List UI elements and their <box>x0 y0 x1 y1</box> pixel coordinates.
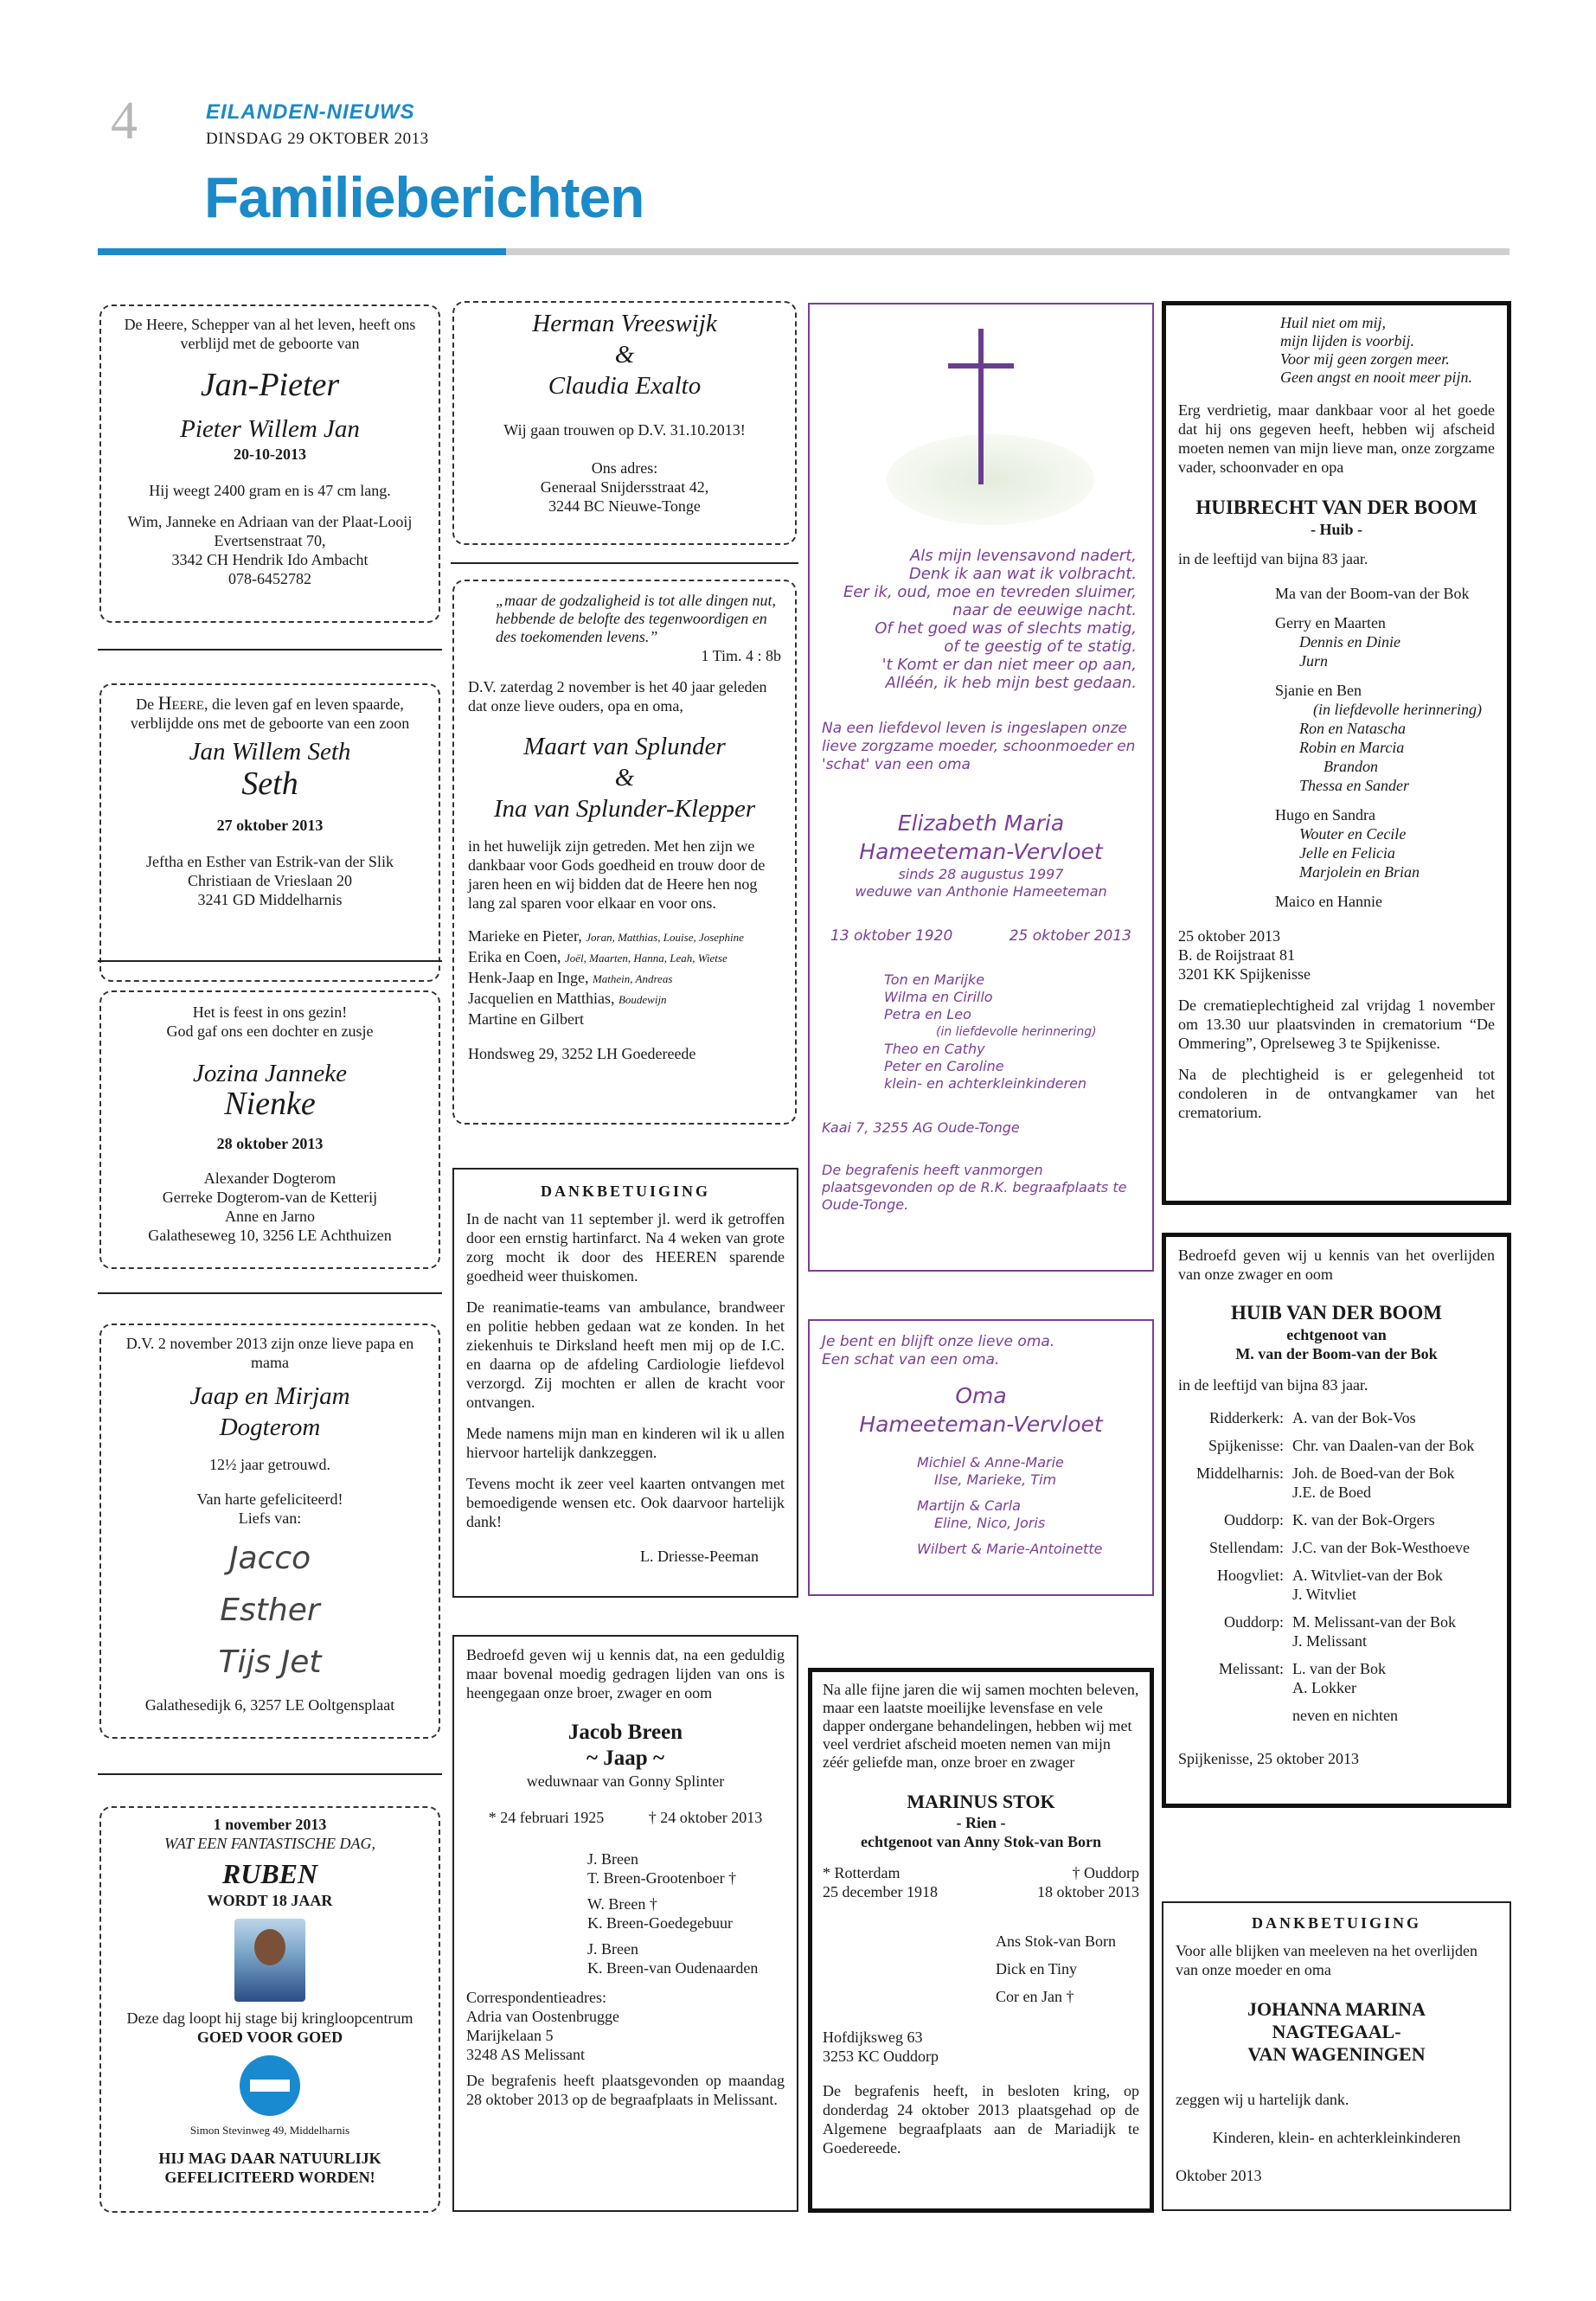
birth-date: 28 oktober 2013 <box>216 1135 324 1152</box>
cremation-note: De crematieplechtigheid zal vrijdag 1 november om 13.30 uur plaatsvinden in crematorium “De Ommering”, Oprelseweg 3 te Spijkenisse. <box>1178 997 1495 1052</box>
poem: Als mijn levensavond nadert, Denk ik aan wat ik volbracht. Eer ik, oud, moe en tevreden sluimer, naar de eeuwige nacht. Of het goed was of slechts matig, of te geestig of te statig. 't Komt er dan niet meer op aan, Alléén, ik heb mijn best gedaan. <box>843 547 1137 692</box>
page-number: 4 <box>111 92 138 151</box>
deceased-name: HUIB VAN DER BOOM <box>1231 1302 1442 1324</box>
age: WORDT 18 JAAR <box>207 1892 333 1909</box>
address: Hofdijksweg 63 3253 KC Ouddorp <box>823 2029 939 2065</box>
child-name: Seth <box>241 766 298 802</box>
ampersand: & <box>614 341 635 369</box>
family-table <box>1178 1408 1495 1725</box>
death-intro: Na een liefdevol leven is ingeslapen onze lieve zorgzame moeder, schoonmoeder en 'schat' van een oma <box>822 720 1136 773</box>
divider <box>98 1292 442 1294</box>
family-row: neven en nichten <box>1292 1707 1398 1724</box>
ad-jaap-mirjam <box>99 1324 440 1739</box>
death-place: † Ouddorp <box>1072 1864 1139 1881</box>
family-list: Ton en Marijke Wilma en Cirillo Petra en Leo (in liefdevolle herinnering) Theo en Cathy Peter en Caroline klein- en achterkleinkinderen <box>884 971 1097 1092</box>
signature-jacco: Jacco <box>228 1541 311 1576</box>
cross-and-flowers-image <box>822 313 1140 547</box>
divider <box>98 649 442 651</box>
family-row: Stellendam: J.C. van der Bok-Westhoeve <box>1209 1539 1471 1556</box>
birth-intro: De Heere, die leven gaf en leven spaarde, verblijdde ons met de geboorte van een zoon <box>130 692 410 732</box>
family-row: Ouddorp: K. van der Bok-Orgers <box>1224 1511 1435 1529</box>
signature-esther: Esther <box>220 1593 320 1628</box>
deceased-name-2: NAGTEGAAL- <box>1272 2021 1401 2042</box>
family: Kinderen, klein- en achterkleinkinderen <box>1212 2129 1461 2146</box>
notice-title: DANKBETUIGING <box>1251 1914 1422 1932</box>
oma-title: Oma <box>955 1383 1007 1408</box>
death-intro: Erg verdrietig, maar dankbaar voor al het goede dat hij ons gegeven heeft, hebben wij afscheid moeten nemen van mijn lieve man, onze zorgzame vader, schoonvader en opa <box>1178 401 1495 476</box>
address: Kaai 7, 3255 AG Oude-Tonge <box>822 1119 1020 1136</box>
anniversary-text: in het huwelijk zijn getreden. Met hen zijn we dankbaar voor Gods goedheid en trouw door de jaren heen en wij bidden dat de Heere hen nog lang zal sparen voor elkaar en voor ons. <box>468 837 766 912</box>
thanks-p1: In de nacht van 11 september jl. werd ik getroffen door een ernstig hartinfarct. Na 4 weken van grote zorg mocht ik door des HEEREN sparende goedheid weer thuiskomen. <box>466 1210 785 1285</box>
notice-title: DANKBETUIGING <box>540 1183 711 1200</box>
ad-wedding <box>452 301 797 545</box>
family-row: A. Lokker <box>1292 1679 1356 1696</box>
widow-since: sinds 28 augustus 1997 <box>898 866 1064 882</box>
spouse-of-label: echtgenoot van <box>1286 1326 1387 1343</box>
deceased-name: Jacob Breen <box>567 1721 683 1744</box>
parents: Wim, Janneke en Adriaan van der Plaat-Looij <box>127 513 413 530</box>
place-date: Spijkenisse, 25 oktober 2013 <box>1178 1750 1359 1767</box>
siblings: Anne en Jarno <box>225 1208 315 1225</box>
family-row: J. Witvliet <box>1292 1586 1356 1603</box>
divider <box>98 1773 442 1775</box>
death-date: 25 oktober 2013 <box>1009 927 1131 945</box>
family-row: Spijkenisse: Chr. van Daalen-van der Bok <box>1208 1437 1475 1454</box>
phone: 078-6452782 <box>228 570 311 587</box>
congratulation: Van harte gefeliciteerd! <box>196 1490 343 1508</box>
thanks-p2: De reanimatie-teams van ambulance, brandweer en politie hebben gedaan wat ze konden. In het ziekenhuis te Dirksland heeft men mij op de I.C. en daarna op de afdeling Cardiologie liefdevol verzorgd. Zij mochten er allen de kracht voor ontvangen. <box>466 1298 785 1411</box>
family-row: J. Melissant <box>1292 1632 1368 1650</box>
city: 3342 CH Hendrik Ido Ambacht <box>171 551 369 568</box>
oma-intro-1: Je bent en blijft onze lieve oma. <box>822 1333 1055 1350</box>
bible-quote: „maar de godzaligheid is tot alle dingen nut, hebbende de belofte des tegenwoordigen en des toekomenden levens.” <box>496 592 776 645</box>
event-date: 1 november 2013 <box>213 1816 327 1833</box>
birth-place: * Rotterdam <box>823 1864 901 1881</box>
ampersand: & <box>614 764 635 792</box>
deceased-nickname: - Huib - <box>1310 521 1362 538</box>
condolence-note: Na de plechtigheid is er gelegenheid tot condoleren in de ontvangkamer van het crematorium. <box>1178 1066 1495 1121</box>
ad-seth <box>99 683 440 982</box>
birth-intro-1: Het is feest in ons gezin! <box>192 1003 348 1021</box>
family-list: Marieke en Pieter, Joran, Matthias, Louise, Josephine Erika en Coen, Joël, Maarten, Hanna, Leah, Wietse Henk-Jaap en Inge, Mathein, Andreas Jacquelien en Matthias, Boudewijn Martine en Gilbert <box>468 927 744 1028</box>
city: 3241 GD Middelharnis <box>197 891 343 908</box>
street: Evertsenstraat 70, <box>214 532 326 549</box>
spouse-of: echtgenoot van Anny Stok-van Born <box>860 1833 1102 1850</box>
couple-name: Jaap en Mirjam <box>189 1382 350 1410</box>
ad-jacob-breen <box>452 1635 798 2212</box>
child-name: Nienke <box>224 1086 316 1122</box>
city: 3244 BC Nieuwe-Tonge <box>548 497 701 515</box>
stage-text: Deze dag loopt hij stage bij kringloopcentrum <box>126 2009 413 2027</box>
deceased-name: Elizabeth Maria <box>897 811 1065 836</box>
birth-date: 27 oktober 2013 <box>216 817 324 834</box>
closing-text: HIJ MAG DAAR NATUURLIJK GEFELICITEERD WORDEN! <box>158 2150 381 2186</box>
spouse-name: M. van der Boom-van der Bok <box>1235 1345 1438 1362</box>
years-married: 12½ jaar getrouwd. <box>209 1456 330 1473</box>
family-row: J.E. de Boed <box>1292 1484 1371 1501</box>
thanks-text: Voor alle blijken van meeleven na het overlijden van onze moeder en oma <box>1176 1942 1478 1978</box>
section-title: Familieberichten <box>204 165 644 229</box>
family-row: Hoogvliet: A. Witvliet-van der Bok <box>1217 1567 1443 1584</box>
masthead-logo: EILANDEN-NIEUWS <box>206 100 415 124</box>
title-rule <box>506 248 1509 255</box>
bible-reference: 1 Tim. 4 : 8b <box>701 647 781 664</box>
family-list: Ans Stok-van Born Dick en Tiny Cor en Jan † <box>996 1932 1116 2005</box>
widow-of: weduwe van Anthonie Hameeteman <box>855 883 1107 900</box>
bride-name: Claudia Exalto <box>548 372 702 400</box>
birth-date: 13 oktober 1920 <box>830 927 953 945</box>
age: in de leeftijd van bijna 83 jaar. <box>1178 550 1368 567</box>
grandchildren-list: Michiel & Anne-Marie Ilse, Marieke, Tim Martijn & Carla Eline, Nico, Joris Wilbert & Marie-Antoinette <box>917 1454 1103 1557</box>
ad-marinus-stok <box>808 1668 1154 2213</box>
anniversary-intro: D.V. zaterdag 2 november is het 40 jaar geleden dat onze lieve ouders, opa en oma, <box>468 678 767 715</box>
deceased-name-3: VAN WAGENINGEN <box>1247 2043 1426 2065</box>
deceased-name-1: JOHANNA MARINA <box>1247 1998 1426 2020</box>
shop-address: Simon Stevinweg 49, Middelharnis <box>189 2124 350 2137</box>
family-list: J. Breen T. Breen-Grootenboer † W. Breen † K. Breen-Goedegebuur J. Breen K. Breen-van Oudenaarden <box>587 1850 759 1977</box>
ad-ruben <box>99 1806 440 2213</box>
funeral-note: De begrafenis heeft vanmorgen plaatsgevonden op de R.K. begraafplaats te Oude-Tonge. <box>822 1162 1127 1213</box>
funeral-note: De begrafenis heeft plaatsgevonden op maandag 28 oktober 2013 op de begraafplaats in Melissant. <box>466 2072 785 2108</box>
thanks-p3: Mede namens mijn man en kinderen wil ik u allen hiervoor hartelijk dankzeggen. <box>466 1425 785 1461</box>
family-list: Ma van der Boom-van der Bok Gerry en Maarten Dennis en Dinie Jurn Sjanie en Ben (in liefdevolle herinnering) Ron en Natascha Robin en Marcia Brandon Thessa en Sander Hugo en Sandra Wouter en Cecile Jelle en Felicia Marjolein en Brian Maico en Hannie <box>1275 585 1482 910</box>
birth-intro-2: God gaf ons een dochter en zusje <box>166 1022 374 1040</box>
child-full-name: Jan Willem Seth <box>189 738 351 766</box>
ad-nienke <box>99 990 440 1269</box>
love-from: Liefs van: <box>238 1509 302 1527</box>
shop-name: GOED VOOR GOED <box>196 2029 343 2046</box>
death-intro: Na alle fijne jaren die wij samen mochten beleven, maar een laatste moeilijke levensfase en vele dapper ondergane behandelingen, hebben wij met veel verdriet afscheid moeten nemen van mijn zéér geliefde man, onze broer en zwager <box>823 1681 1139 1771</box>
groom-name: Herman Vreeswijk <box>532 310 717 337</box>
death-intro: Bedroefd geven wij u kennis dat, na een geduldig maar bovenal moedig gedragen lijden van ons is heengegaan onze broer, zwager en oom <box>466 1646 785 1702</box>
birth-weight: Hij weegt 2400 gram en is 47 cm lang. <box>149 482 391 499</box>
family-row: Ridderkerk: A. van der Bok-Vos <box>1209 1409 1416 1426</box>
age: in de leeftijd van bijna 83 jaar. <box>1178 1376 1368 1394</box>
ad-elizabeth-hameeteman <box>808 303 1154 1272</box>
family-row: Middelharnis: Joh. de Boed-van der Bok <box>1196 1465 1455 1482</box>
parent-1: Alexander Dogterom <box>203 1170 337 1187</box>
oma-intro-2: Een schat van een oma. <box>822 1351 1000 1368</box>
tagline: WAT EEN FANTASTISCHE DAG, <box>163 1835 376 1852</box>
death-intro: Bedroefd geven wij u kennis van het overlijden van onze zwager en oom <box>1178 1247 1495 1283</box>
ad-dankbetuiging-driesse <box>452 1168 798 1598</box>
date: Oktober 2013 <box>1176 2167 1262 2184</box>
death-date: 18 oktober 2013 <box>1037 1883 1139 1900</box>
correspondence-address: Correspondentieadres: Adria van Oostenbrugge Marijkelaan 5 3248 AS Melissant <box>466 1989 619 2063</box>
child-full-name: Jozina Janneke <box>193 1060 347 1087</box>
address: Hondsweg 29, 3252 LH Goedereede <box>468 1045 696 1062</box>
divider <box>451 562 798 564</box>
family-row: Ouddorp: M. Melissant-van der Bok <box>1224 1613 1456 1631</box>
celebrant-name: RUBEN <box>221 1858 318 1889</box>
widower-of: weduwnaar van Gonny Splinter <box>526 1772 725 1790</box>
ad-anniversary <box>452 580 797 1125</box>
funeral-note: De begrafenis heeft, in besloten kring, op donderdag 24 oktober 2013 plaatsgehad op de Algemene begraafplaats aan de Mariadijk te Goedereede. <box>823 2082 1139 2157</box>
anniversary-intro: D.V. 2 november 2013 zijn onze lieve papa en mama <box>125 1335 414 1371</box>
ad-huib-van-der-boom <box>1162 1233 1511 1808</box>
birth-date: 20-10-2013 <box>234 445 306 463</box>
address: Galatheseweg 10, 3256 LE Achthuizen <box>148 1227 392 1244</box>
street: Generaal Snijdersstraat 42, <box>540 478 709 496</box>
child-name: Jan-Pieter <box>200 367 340 403</box>
address: Galathesedijk 6, 3257 LE Ooltgensplaat <box>144 1696 395 1714</box>
death-date: † 24 oktober 2013 <box>648 1809 763 1826</box>
deceased-name: HUIBRECHT VAN DER BOOM <box>1195 497 1477 518</box>
poem: Huil niet om mij, mijn lijden is voorbij. Voor mij geen zorgen meer. Geen angst en nooit meer pijn. <box>1280 314 1472 386</box>
portrait-photo <box>234 1919 305 2002</box>
street: Christiaan de Vrieslaan 20 <box>187 872 353 889</box>
birth-date: * 24 februari 1925 <box>488 1809 605 1826</box>
deceased-surname: Hameeteman-Vervloet <box>859 839 1103 864</box>
child-full-name: Pieter Willem Jan <box>180 415 360 443</box>
oma-name: Hameeteman-Vervloet <box>859 1412 1103 1437</box>
ad-huibrecht-van-der-boom <box>1162 301 1511 1205</box>
shop-logo <box>240 2055 300 2116</box>
address-label: Ons adres: <box>591 459 658 477</box>
title-rule-accent <box>98 248 506 255</box>
deceased-nickname: ~ Jaap ~ <box>586 1747 664 1770</box>
parents: Jeftha en Esther van Estrik-van der Slik <box>146 853 394 870</box>
family-row: Melissant: L. van der Bok <box>1219 1660 1386 1677</box>
birth-date: 25 december 1918 <box>823 1883 938 1900</box>
deceased-name: MARINUS STOK <box>907 1791 1055 1812</box>
issue-date: DINSDAG 29 OKTOBER 2013 <box>206 130 429 148</box>
husband-name: Maart van Splunder <box>523 733 726 760</box>
couple-surname: Dogterom <box>219 1413 321 1441</box>
wedding-text: Wij gaan trouwen op D.V. 31.10.2013! <box>503 421 746 439</box>
thanks-line: zeggen wij u hartelijk dank. <box>1176 2091 1349 2108</box>
birth-intro: De Heere, Schepper van al het leven, heeft ons verblijd met de geboorte van <box>124 316 416 352</box>
signature: L. Driesse-Peeman <box>640 1548 759 1565</box>
signature-tijs-jet: Tijs Jet <box>218 1644 322 1680</box>
address: 25 oktober 2013 B. de Roijstraat 81 3201 KK Spijkenisse <box>1178 927 1311 983</box>
ad-oma-hameeteman <box>808 1319 1154 1596</box>
deceased-nickname: - Rien - <box>956 1814 1006 1831</box>
ad-jan-pieter <box>99 304 440 623</box>
parent-2: Gerreke Dogterom-van de Ketterij <box>162 1189 378 1206</box>
divider <box>98 960 442 962</box>
wife-name: Ina van Splunder-Klepper <box>493 795 756 823</box>
thanks-p4: Tevens mocht ik zeer veel kaarten ontvangen met bemoedigende wensen etc. Ook daarvoor hartelijk dank! <box>466 1475 785 1530</box>
ad-dankbetuiging-nagtegaal <box>1162 1901 1511 2211</box>
